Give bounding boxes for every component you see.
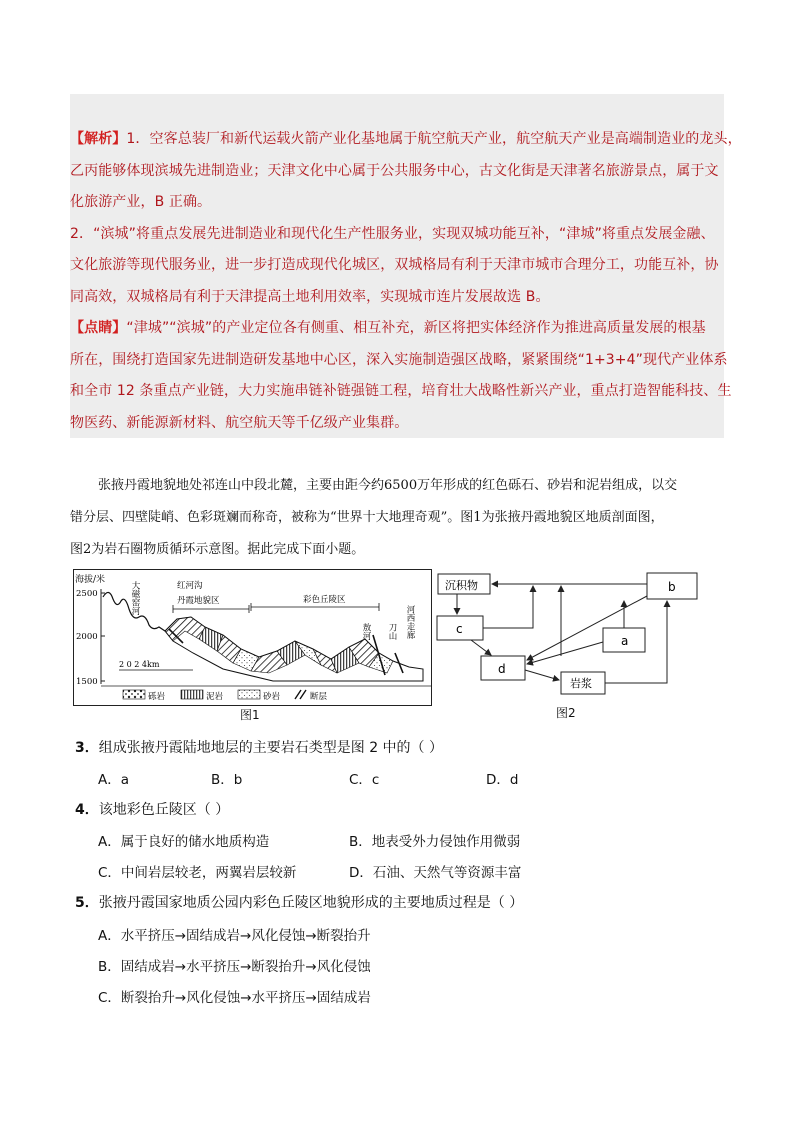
box-c: c bbox=[456, 622, 463, 636]
box-b: b bbox=[668, 580, 676, 594]
passage-line: 张掖丹霞地貌地处祁连山中段北麓，主要由距今约6500万年形成的红色砾石、砂岩和泥岩组成，以交 bbox=[98, 478, 678, 493]
option-4a[interactable]: A．属于良好的储水地质构造 bbox=[98, 834, 270, 850]
passage-line: 图2为岩石圈物质循环示意图。据此完成下面小题。 bbox=[70, 542, 365, 557]
figure2-caption: 图2 bbox=[556, 706, 576, 720]
option-3c[interactable]: C．c bbox=[349, 772, 380, 788]
scale-label: 2 0 2 4km bbox=[119, 660, 160, 669]
passage-line: 错分层、四壁陡峭、色彩斑斓而称奇，被称为“世界十大地理奇观”。图1为张掖丹霞地貌区地质剖面图， bbox=[70, 510, 664, 525]
figure1-caption: 图1 bbox=[240, 708, 260, 722]
legend-fault: 断层 bbox=[310, 692, 328, 702]
label-river1: 大磁窑河 bbox=[130, 581, 140, 615]
label-aohe: 敖河 bbox=[361, 623, 371, 640]
tick-label: 2500 bbox=[76, 589, 98, 599]
analysis-tag: 【解析】 bbox=[70, 131, 127, 147]
comment-line: 所在，围绕打造国家先进制造研发基地中心区，深入实施制造强区战略，紧紧围绕“1+3+4”现代产业体系 bbox=[70, 351, 728, 368]
legend-sandstone: 砂岩 bbox=[263, 692, 281, 702]
label-hexi: 河西走廊 bbox=[405, 605, 415, 639]
label-hills: 彩色丘陵区 bbox=[303, 595, 346, 605]
label-daoshan: 刀山 bbox=[387, 623, 397, 640]
analysis-line: 化旅游产业，B 正确。 bbox=[70, 194, 212, 210]
figure2-rock-cycle bbox=[435, 568, 701, 698]
option-4d[interactable]: D．石油、天然气等资源丰富 bbox=[349, 865, 522, 881]
option-5b[interactable]: B．固结成岩→水平挤压→断裂抬升→风化侵蚀 bbox=[98, 959, 371, 975]
passage bbox=[70, 470, 724, 566]
option-4b[interactable]: B．地表受外力侵蚀作用微弱 bbox=[349, 834, 521, 850]
comment-line: 和全市 12 条重点产业链，大力实施串链补链强链工程，培育壮大战略性新兴产业，重点打造智能科技、生 bbox=[70, 383, 732, 399]
box-d: d bbox=[498, 662, 506, 676]
analysis-line: 文化旅游等现代服务业，进一步打造成现代化城区，双城格局有利于天津市城市合理分工，功能互补，协 bbox=[70, 257, 719, 273]
box-a: a bbox=[621, 634, 629, 648]
analysis-line: 乙丙能够体现滨城先进制造业；天津文化中心属于公共服务中心，古文化街是天津著名旅游景点，属于文 bbox=[70, 162, 719, 179]
option-5c[interactable]: C．断裂抬升→风化侵蚀→水平挤压→固结成岩 bbox=[98, 990, 371, 1006]
tick-label: 2000 bbox=[76, 632, 98, 642]
option-3a[interactable]: A．a bbox=[98, 772, 130, 788]
legend-gravel: 砾岩 bbox=[148, 692, 166, 702]
option-5a[interactable]: A．水平挤压→固结成岩→风化侵蚀→断裂抬升 bbox=[98, 928, 371, 944]
legend-mudstone: 泥岩 bbox=[206, 692, 224, 702]
question-4: 4．该地彩色丘陵区（ ） bbox=[75, 802, 230, 818]
y-axis-label: 海拔/米 bbox=[75, 575, 106, 585]
question-5: 5．张掖丹霞国家地质公园内彩色丘陵区地貌形成的主要地质过程是（ ） bbox=[75, 895, 524, 911]
tick-label: 1500 bbox=[76, 677, 98, 687]
analysis-line: 【解析】1．空客总装厂和新代运载火箭产业化基地属于航空航天产业，航空航天产业是高端制造业的龙头， bbox=[70, 131, 742, 147]
comment-line: 【点睛】“津城”“滨城”的产业定位各有侧重、相互补充，新区将把实体经济作为推进高质量发展的根基 bbox=[70, 320, 706, 336]
option-4c[interactable]: C．中间岩层较老，两翼岩层较新 bbox=[98, 865, 297, 881]
comment-line: 物医药、新能源新材料、航空航天等千亿级产业集群。 bbox=[70, 414, 409, 431]
analysis-line: 同高效，双城格局有利于天津提高土地利用效率，实现城市连片发展故选 B。 bbox=[70, 288, 550, 305]
figure1-cross-section bbox=[73, 569, 432, 706]
analysis-box bbox=[70, 94, 742, 438]
analysis-line: 2．“滨城”将重点发展先进制造业和现代化生产性服务业，实现双城功能互补，“津城”将重点发展金融、 bbox=[70, 225, 715, 242]
box-sediment: 沉积物 bbox=[445, 579, 478, 592]
comment-tag: 【点睛】 bbox=[70, 320, 127, 336]
label-danxia: 丹霞地貌区 bbox=[177, 596, 220, 606]
option-3d[interactable]: D．d bbox=[486, 772, 519, 788]
label-gully: 红河沟 bbox=[177, 581, 203, 591]
option-3b[interactable]: B．b bbox=[211, 772, 243, 788]
question-3: 3．组成张掖丹霞陆地地层的主要岩石类型是图 2 中的（ ） bbox=[75, 740, 444, 756]
box-magma: 岩浆 bbox=[570, 677, 592, 690]
